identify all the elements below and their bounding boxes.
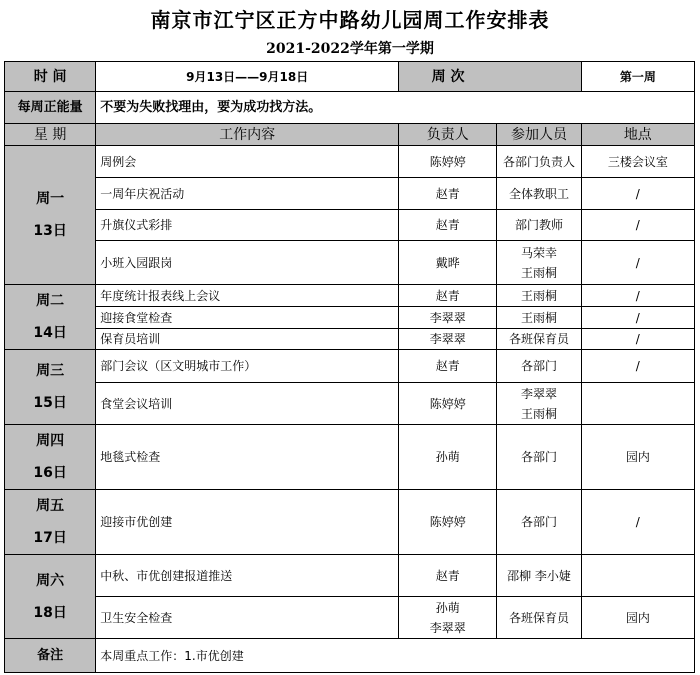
header-participants: 参加人员	[497, 124, 581, 146]
owner-name: 赵青	[435, 186, 460, 201]
owner-cell	[399, 210, 497, 241]
work-content: 中秋、市优创建报道推送	[96, 555, 399, 597]
participants-cell	[497, 383, 581, 425]
participants-cell	[497, 597, 581, 639]
day-date: 13日	[33, 223, 67, 239]
participants-cell	[497, 328, 581, 349]
remarks-text: 本周重点工作：1.市优创建	[96, 639, 695, 673]
header-day: 星 期	[5, 124, 96, 146]
time-label: 时 间	[5, 62, 96, 92]
owner-name: 陈婷婷	[429, 515, 466, 529]
day-date: 15日	[33, 395, 67, 411]
work-content: 保育员培训	[96, 328, 399, 349]
participants-cell	[497, 490, 581, 555]
work-content: 迎接食堂检查	[96, 307, 399, 328]
participant-name: 王雨桐	[521, 406, 558, 421]
participant-name: 全体教职工	[509, 186, 570, 201]
day-cell	[5, 425, 96, 490]
table-row	[5, 328, 695, 349]
table-row	[5, 178, 695, 210]
participants-cell	[497, 241, 581, 285]
motto-label: 每周正能量	[5, 92, 96, 124]
day-name: 周五	[36, 498, 65, 514]
participants-cell	[497, 210, 581, 241]
owner-name: 戴晔	[435, 255, 460, 270]
week-label: 周 次	[399, 62, 497, 92]
header-owner: 负责人	[399, 124, 497, 146]
day-name: 周四	[36, 433, 65, 449]
owner-cell	[399, 425, 497, 490]
schedule-table	[4, 61, 695, 673]
remarks-row	[5, 639, 695, 673]
work-content: 地毯式检查	[96, 425, 399, 490]
location-cell: 三楼会议室	[581, 146, 694, 178]
day-cell	[5, 555, 96, 639]
location-cell: /	[581, 350, 694, 383]
owner-name: 陈婷婷	[429, 396, 466, 411]
work-content: 卫生安全检查	[96, 597, 399, 639]
participants-cell	[497, 555, 581, 597]
week-value: 第一周	[581, 62, 694, 92]
participants-cell	[497, 285, 581, 307]
time-value: 9月13日——9月18日	[96, 62, 399, 92]
participant-name: 各部门	[521, 515, 558, 529]
work-content: 迎接市优创建	[96, 490, 399, 555]
work-content: 部门会议（区文明城市工作）	[96, 350, 399, 383]
table-row	[5, 307, 695, 328]
owner-cell	[399, 597, 497, 639]
participant-name: 各部门	[521, 450, 558, 464]
owner-name: 孙萌	[435, 450, 460, 464]
table-row	[5, 285, 695, 307]
location-cell: /	[581, 210, 694, 241]
table-row	[5, 597, 695, 639]
day-date: 17日	[33, 530, 67, 546]
table-row	[5, 146, 695, 178]
day-name: 周六	[36, 572, 65, 589]
owner-cell	[399, 146, 497, 178]
table-row	[5, 383, 695, 425]
location-cell: /	[581, 328, 694, 349]
location-cell	[581, 555, 694, 597]
day-cell	[5, 490, 96, 555]
location-cell: 园内	[581, 597, 694, 639]
participants-cell	[497, 350, 581, 383]
location-cell: /	[581, 178, 694, 210]
owner-cell	[399, 383, 497, 425]
location-cell: /	[581, 490, 694, 555]
week-label-fill	[497, 62, 581, 92]
header-location: 地点	[581, 124, 694, 146]
table-row	[5, 350, 695, 383]
table-row	[5, 490, 695, 555]
owner-cell	[399, 490, 497, 555]
table-row	[5, 210, 695, 241]
work-content: 食堂会议培训	[96, 383, 399, 425]
owner-cell	[399, 285, 497, 307]
work-content: 年度统计报表线上会议	[96, 285, 399, 307]
participants-cell	[497, 307, 581, 328]
owner-name: 李翠翠	[429, 310, 466, 325]
participant-name: 王雨桐	[521, 310, 558, 325]
day-name: 周三	[36, 363, 65, 379]
participant-name: 李翠翠	[521, 386, 558, 401]
work-content: 升旗仪式彩排	[96, 210, 399, 241]
remarks-label: 备注	[5, 639, 96, 673]
table-row	[5, 425, 695, 490]
day-date: 14日	[33, 325, 67, 341]
participant-name: 王雨桐	[521, 288, 558, 303]
owner-name: 赵青	[435, 288, 460, 303]
owner-name: 李翠翠	[429, 331, 466, 346]
table-row	[5, 241, 695, 285]
participants-cell	[497, 178, 581, 210]
schedule-table-body	[5, 62, 695, 673]
participant-name: 各班保育员	[509, 331, 570, 346]
day-cell	[5, 146, 96, 285]
participant-name: 马荣幸	[521, 245, 558, 260]
participants-cell	[497, 146, 581, 178]
owner-cell	[399, 307, 497, 328]
participant-name: 各部门负责人	[503, 154, 576, 169]
day-date: 18日	[33, 604, 67, 621]
info-row	[5, 62, 695, 92]
header-row	[5, 124, 695, 146]
owner-cell	[399, 555, 497, 597]
page-title: 南京市江宁区正方中路幼儿园周工作安排表	[150, 8, 550, 32]
location-cell: /	[581, 285, 694, 307]
header-content: 工作内容	[96, 124, 399, 146]
day-cell	[5, 285, 96, 350]
owner-cell	[399, 241, 497, 285]
participant-name: 各部门	[521, 359, 558, 373]
owner-name: 孙萌	[435, 600, 460, 615]
day-name: 周一	[36, 191, 65, 207]
owner-name: 李翠翠	[429, 620, 466, 635]
participant-name: 王雨桐	[521, 265, 558, 280]
page-subtitle: 2021-2022学年第一学期	[266, 41, 434, 57]
owner-name: 赵青	[435, 218, 460, 232]
day-cell	[5, 350, 96, 425]
table-row	[5, 555, 695, 597]
owner-cell	[399, 350, 497, 383]
participants-cell	[497, 425, 581, 490]
day-date: 16日	[33, 465, 67, 481]
work-content: 周例会	[96, 146, 399, 178]
motto-row	[5, 92, 695, 124]
location-cell: 园内	[581, 425, 694, 490]
participant-name: 邵柳 李小婕	[507, 568, 571, 583]
work-content: 小班入园跟岗	[96, 241, 399, 285]
day-name: 周二	[36, 293, 65, 309]
location-cell: /	[581, 307, 694, 328]
work-content: 一周年庆祝活动	[96, 178, 399, 210]
location-cell: /	[581, 241, 694, 285]
owner-name: 赵青	[435, 568, 460, 583]
owner-name: 陈婷婷	[429, 154, 466, 169]
owner-cell	[399, 328, 497, 349]
participant-name: 各班保育员	[509, 610, 570, 625]
owner-name: 赵青	[435, 359, 460, 373]
owner-cell	[399, 178, 497, 210]
participant-name: 部门教师	[515, 218, 564, 232]
motto-text: 不要为失败找理由，要为成功找方法。	[96, 92, 695, 124]
location-cell	[581, 383, 694, 425]
